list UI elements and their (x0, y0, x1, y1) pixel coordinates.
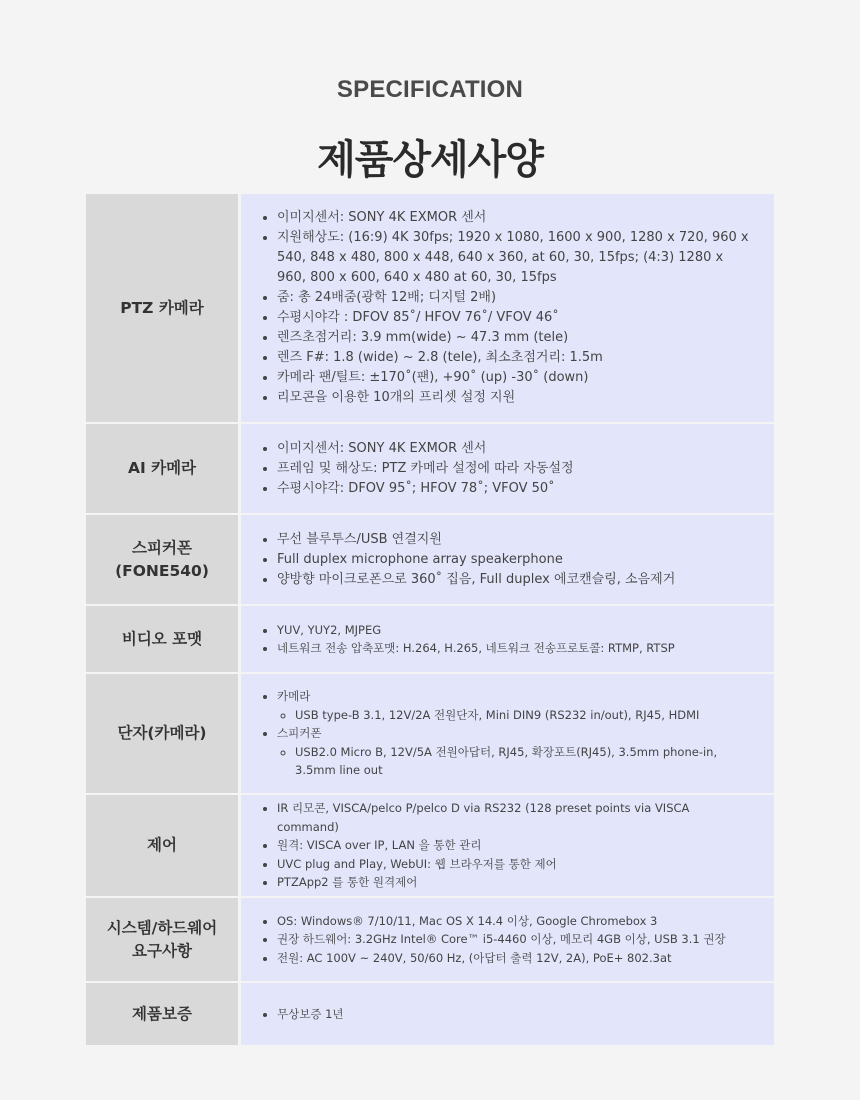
page-title: 제품상세사양 (317, 137, 543, 183)
spec-item: • 이미지센서: SONY 4K EXMOR 센서 (277, 439, 754, 459)
spec-item: • 카메라 팬/틸트: ±170˚(팬), +90˚ (up) -30˚ (down) (277, 368, 754, 388)
spec-row-ptz-camera (86, 194, 774, 424)
spec-label: 시스템/하드웨어 요구사항 (86, 898, 238, 981)
spec-item: • 무선 블루투스/USB 연결지원 (277, 530, 754, 550)
spec-row-ports (86, 674, 774, 795)
spec-item: • 원격: VISCA over IP, LAN 을 통한 관리 (277, 836, 754, 855)
spec-item: • 지원해상도: (16:9) 4K 30fps; 1920 x 1080, 1600 x 900, 1280 x 720, 960 x 540, 848 x 480, 800 x 448, 640 x 360, at 60, 30, 15fps; (4:3) 1280 x 960, 800 x 600, 640 x 480 at 60, 30, 15fps (277, 228, 754, 288)
spec-item: • 렌즈초점거리: 3.9 mm(wide) ~ 47.3 mm (tele) (277, 328, 754, 348)
spec-label: 제어 (86, 795, 238, 896)
spec-item: • 프레임 및 해상도: PTZ 카메라 설정에 따라 자동설정 (277, 459, 754, 479)
spec-sublist (277, 706, 754, 725)
spec-item: • PTZApp2 를 통한 원격제어 (277, 873, 754, 892)
spec-row-speakerphone (86, 515, 774, 606)
spec-group-title: 스피커폰 (277, 726, 322, 741)
spec-label: AI 카메라 (86, 424, 238, 513)
spec-item (277, 687, 754, 724)
spec-row-video-format (86, 606, 774, 674)
spec-item: • 줌: 총 24배줌(광학 12배; 디지털 2배) (277, 288, 754, 308)
spec-row-control (86, 795, 774, 898)
spec-item (277, 724, 754, 780)
spec-sublist (277, 743, 754, 780)
spec-label: PTZ 카메라 (86, 194, 238, 422)
spec-list (259, 621, 754, 658)
spec-label: 단자(카메라) (86, 674, 238, 793)
spec-label: 비디오 포맷 (86, 606, 238, 672)
spec-row-warranty (86, 983, 774, 1047)
spec-value (241, 424, 774, 513)
spec-item: • 양방향 마이크로폰으로 360˚ 집음, Full duplex 에코캔슬링, 소음제거 (277, 570, 754, 590)
spec-item: • 수평시야각 : DFOV 85˚/ HFOV 76˚/ VFOV 46˚ (277, 308, 754, 328)
spec-list (259, 1005, 754, 1024)
spec-list (259, 439, 754, 499)
spec-table (86, 194, 774, 1047)
spec-item: • 권장 하드웨어: 3.2GHz Intel® Core™ i5-4460 이상, 메모리 4GB 이상, USB 3.1 권장 (277, 930, 754, 949)
spec-item: • 렌즈 F#: 1.8 (wide) ~ 2.8 (tele), 최소초점거리: 1.5m (277, 348, 754, 368)
spec-value (241, 898, 774, 981)
spec-item: • 리모콘을 이용한 10개의 프리셋 설정 지원 (277, 388, 754, 408)
spec-label: 스피커폰 (FONE540) (86, 515, 238, 604)
spec-value (241, 674, 774, 793)
spec-item: • 이미지센서: SONY 4K EXMOR 센서 (277, 208, 754, 228)
spec-label: 제품보증 (86, 983, 238, 1045)
spec-value (241, 606, 774, 672)
spec-value (241, 983, 774, 1045)
spec-item: • UVC plug and Play, WebUI: 웹 브라우저를 통한 제어 (277, 855, 754, 874)
spec-subitem: ◦ USB type-B 3.1, 12V/2A 전원단자, Mini DIN9 (RS232 in/out), RJ45, HDMI (295, 706, 754, 725)
spec-value (241, 515, 774, 604)
spec-subitem: ◦ USB2.0 Micro B, 12V/5A 전원아답터, RJ45, 확장포트(RJ45), 3.5mm phone-in, 3.5mm line out (295, 743, 754, 780)
spec-list (259, 687, 754, 780)
spec-item: • 전원: AC 100V ~ 240V, 50/60 Hz, (아답터 출력 12V, 2A), PoE+ 802.3at (277, 949, 754, 968)
section-eyebrow: SPECIFICATION (336, 76, 524, 103)
spec-list (259, 530, 754, 590)
spec-item: • 수평시야각: DFOV 95˚; HFOV 78˚; VFOV 50˚ (277, 479, 754, 499)
spec-row-ai-camera (86, 424, 774, 515)
spec-item: • 무상보증 1년 (277, 1005, 754, 1024)
spec-list (259, 208, 754, 408)
spec-item: • Full duplex microphone array speakerphone (277, 550, 754, 570)
spec-item: • YUV, YUY2, MJPEG (277, 621, 754, 640)
spec-row-system-requirements (86, 898, 774, 983)
spec-value (241, 194, 774, 422)
spec-list (259, 799, 754, 892)
spec-item: • 네트워크 전송 압축포맷: H.264, H.265, 네트워크 전송프로토콜: RTMP, RTSP (277, 639, 754, 658)
spec-list (259, 912, 754, 968)
spec-value (241, 795, 774, 896)
spec-item: • OS: Windows® 7/10/11, Mac OS X 14.4 이상, Google Chromebox 3 (277, 912, 754, 931)
spec-group-title: 카메라 (277, 689, 311, 704)
spec-item: • IR 리모콘, VISCA/pelco P/pelco D via RS232 (128 preset points via VISCA command) (277, 799, 754, 836)
